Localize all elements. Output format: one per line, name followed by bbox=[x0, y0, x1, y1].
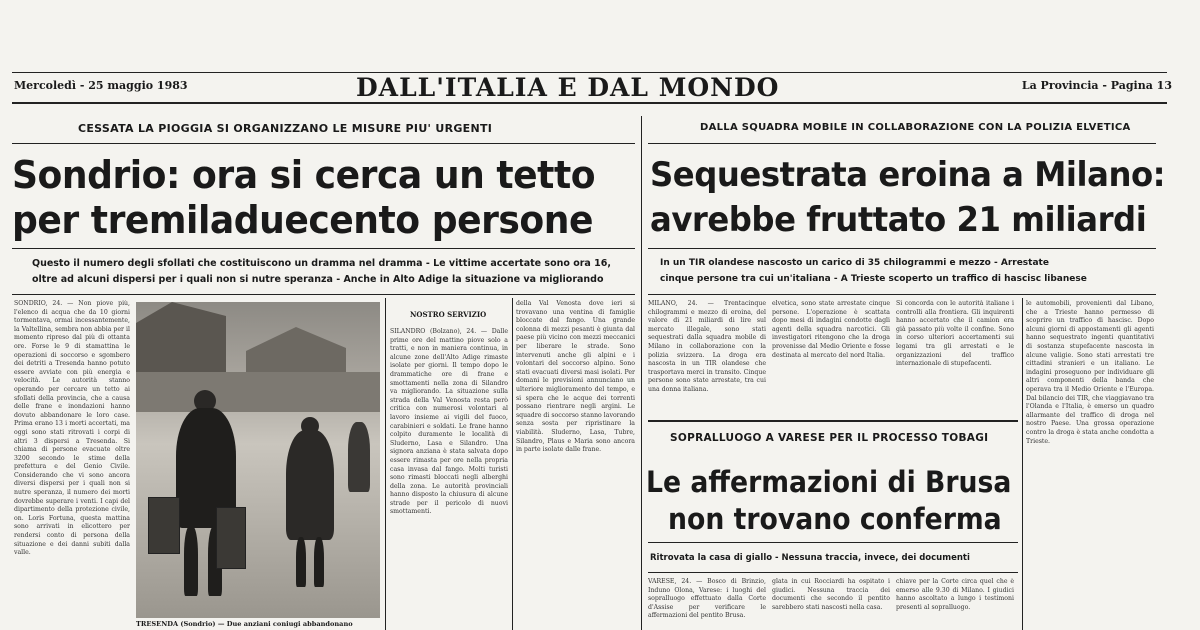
middle-box-top bbox=[648, 420, 1018, 422]
right-col-3 bbox=[896, 300, 1014, 412]
right-col-4 bbox=[1026, 300, 1154, 628]
masthead-title: DALL'ITALIA E DAL MONDO bbox=[356, 73, 780, 102]
middle-subhead-rule bbox=[648, 572, 1018, 573]
right-col-3-text: Si concorda con le autorità italiane i controlli alla frontiera. Gli inquirenti hanno accertato che il camion era già passato più volte il confine. Sono in corso ulteriori accertamenti sui legami tra gli arrestati e le organizzazioni del traffico internazionale di stupefacenti. bbox=[896, 300, 1014, 368]
right-col-4-text: le automobili, provenienti dal Libano, che a Trieste hanno permesso di scoprire un traffico di hascisc. Dopo alcuni giorni di appostamenti gli agenti hanno sequestrato ingenti quantitativi di sostanza stupefacente nascosta in alcune valigie. Sono stati arrestati tre cittadini stranieri e un italiano. Le indagini proseguono per individuare gli altri componenti della banda che operava tra il Medio Oriente e l'Europa. Dal bilancio dei TIR, che viaggiavano tra l'Olanda e l'Italia, è emerso un quadro allarmante del traffico di droga nel nostro Paese. Una grossa operazione contro la droga è stata anche condotta a Trieste. bbox=[1026, 300, 1154, 445]
middle-headline-rule bbox=[648, 542, 1018, 543]
right-col-sep-4 bbox=[1022, 298, 1023, 630]
left-col-3 bbox=[516, 300, 635, 628]
left-col-sep-1 bbox=[385, 298, 386, 630]
right-col-2-text: elvetica, sono state arrestate cinque persone. L'operazione è scattata dopo mesi di indagini condotte dagli agenti della squadra narcotici. Gli investigatori ritengono che la droga provenisse dal Medio Oriente e fosse destinata al mercato del nord Italia. bbox=[772, 300, 890, 359]
middle-col-2 bbox=[772, 578, 890, 628]
right-kicker: DALLA SQUADRA MOBILE IN COLLABORAZIONE CON LA POLIZIA ELVETICA bbox=[700, 122, 1131, 133]
right-headline-1: Sequestrata eroina a Milano: bbox=[650, 155, 1166, 195]
middle-headline-1: Le affermazioni di Brusa bbox=[646, 465, 1012, 499]
middle-col-3 bbox=[896, 578, 1014, 628]
right-subhead-1: In un TIR olandese nascosto un carico di 35 chilogrammi e mezzo - Arrestate bbox=[660, 258, 1049, 268]
left-subhead-2: oltre ad alcuni dispersi per i quali non si nutre speranza - Anche in Alto Adige la situazione va migliorando bbox=[32, 274, 604, 285]
flood-photo bbox=[136, 302, 380, 618]
middle-col-1 bbox=[648, 578, 766, 628]
left-headline-2: per tremiladuecento persone bbox=[12, 198, 593, 242]
right-col-1-text: MILANO, 24. — Trentacinque chilogrammi e mezzo di eroina, del valore di 21 miliardi di lire sul mercato illegale, sono stati sequestrati dalla squadra mobile di Milano in collaborazione con la polizia svizzera. La droga era nascosta in un TIR olandese che trasportava merci in transito. Cinque persone sono state arrestate, tra cui una donna italiana. bbox=[648, 300, 766, 393]
left-subhead-1: Questo il numero degli sfollati che costituiscono un dramma nel dramma - Le vittime accertate sono ora 16, bbox=[32, 258, 611, 269]
right-subhead-rule bbox=[648, 294, 1156, 295]
right-kicker-rule bbox=[648, 143, 1156, 144]
middle-subhead: Ritrovata la casa di giallo - Nessuna traccia, invece, dei documenti bbox=[650, 553, 970, 563]
right-subhead-2: cinque persone tra cui un'italiana - A Trieste scoperto un traffico di hascisc libanese bbox=[660, 274, 1087, 284]
left-headline-1: Sondrio: ora si cerca un tetto bbox=[12, 153, 596, 197]
masthead-right: La Provincia - Pagina 13 bbox=[1021, 79, 1172, 92]
right-col-2 bbox=[772, 300, 890, 412]
left-headline-rule bbox=[12, 248, 635, 249]
right-headline-rule bbox=[648, 248, 1156, 249]
middle-kicker: SOPRALLUOGO A VARESE PER IL PROCESSO TOBAGI bbox=[670, 432, 989, 444]
masthead-rule-bottom bbox=[12, 102, 1167, 104]
left-col-1 bbox=[14, 300, 130, 626]
middle-headline-2: non trovano conferma bbox=[668, 502, 1002, 536]
left-col-sep-2 bbox=[512, 298, 513, 630]
left-kicker: CESSATA LA PIOGGIA SI ORGANIZZANO LE MISURE PIU' URGENTI bbox=[78, 122, 493, 135]
right-headline-2: avrebbe fruttato 21 miliardi bbox=[650, 200, 1147, 240]
left-subhead-rule bbox=[12, 294, 635, 295]
right-col-1 bbox=[648, 300, 766, 412]
left-col-2-text: SILANDRO (Bolzano), 24. — Dalle prime ore del mattino piove solo a tratti, e non in maniera continua, in alcune zone dell'Alto Adige rimaste isolate per giorni. Il tempo dopo le drammatiche ore di frane e smottamenti nella zona di Silandro va migliorando. La situazione sulla strada della Val Venosta resta però critica con numerosi volontari al lavoro insieme ai vigili del fuoco, carabinieri e soldati. Le frane hanno colpito duramente le località di Sluderno, Lasa e Silandro. Una signora anziana è stata salvata dopo essere rimasta per ore nella propria casa invasa dal fango. Molti turisti sono rimasti bloccati negli alberghi della zona. Le autorità provinciali hanno disposto la chiusura di alcune strade per il pericolo di nuovi smottamenti. bbox=[390, 328, 508, 516]
photo-caption: TRESENDA (Sondrio) — Due anziani coniugi abbandonano bbox=[136, 620, 353, 628]
masthead-date: Mercoledì - 25 maggio 1983 bbox=[14, 79, 188, 92]
left-col-1-text: SONDRIO, 24. — Non piove più, l'elenco di acqua che da 10 giorni tormentava, ormai incessantemente, la Valtellina, sembra non abbia per il momento ripreso dal più di ottanta ore. Forse le 9 di stamattina le operazioni di soccorso e sgombero dei detriti a Tresenda hanno potuto essere avviate con più energia e velocità. Le autorità stanno operando per cercare un tetto ai sfollati della provincia, che a causa delle frane e inondazioni hanno dovuto abbandonare le loro case. Prima erano 13 i morti accertati, ma oggi sono stati ritrovati i corpi di altri 3 dispersi a Tresenda. Si chiama di persone evacuate oltre 3200 secondo le stime della prefettura e del Genio Civile. Considerando che vi sono ancora diversi dispersi per i quali non si nutre speranza, il numero dei morti dovrebbe superare i venti. I capi del dipartimento della protezione civile, on. Loris Fortuna, questa mattina sono arrivati in elicottero per rendersi conto di persona della situazione e dei danni subiti dalla valle. bbox=[14, 300, 130, 557]
middle-col-3-text: chiave per la Corte circa quel che è emerso alle 9.30 di Milano. I giudici hanno ascoltato a lungo i testimoni presenti al sopralluogo. bbox=[896, 578, 1014, 611]
left-kicker-rule bbox=[12, 143, 635, 144]
left-col-3-text: della Val Venosta dove ieri si trovavano una ventina di famiglie bloccate dal fango. Una grande colonna di mezzi pesanti è giunta dal paese più vicino con mezzi meccanici per liberare le strade. Sono intervenuti anche gli alpini e i volontari del soccorso alpino. Sono stati evacuati diversi masi isolati. Per domani le previsioni annunciano un ulteriore miglioramento del tempo, e si spera che le acque dei torrenti possano rientrare negli argini. Le squadre di soccorso stanno lavorando senza sosta per ripristinare la viabilità. Sluderno, Lasa, Tubre, Silandro, Plaus e Maria sono ancora in parte isolate dalle frane. bbox=[516, 300, 635, 454]
nostro-servizio-label: NOSTRO SERVIZIO bbox=[410, 310, 487, 319]
left-col-2 bbox=[390, 328, 508, 628]
middle-col-2-text: glata in cui Rocciardi ha ospitato i giudici. Nessuna traccia dei documenti che secondo il pentito sarebbero stati nascosti nella casa. bbox=[772, 578, 890, 611]
middle-col-1-text: VARESE, 24. — Bosco di Brinzio, Induno Olona, Varese: i luoghi del sopralluogo effettuato dalla Corte d'Assise per verificare le affermazioni del pentito Brusa. bbox=[648, 578, 766, 620]
masthead-rule-top bbox=[12, 72, 1167, 73]
story-divider bbox=[641, 116, 642, 630]
